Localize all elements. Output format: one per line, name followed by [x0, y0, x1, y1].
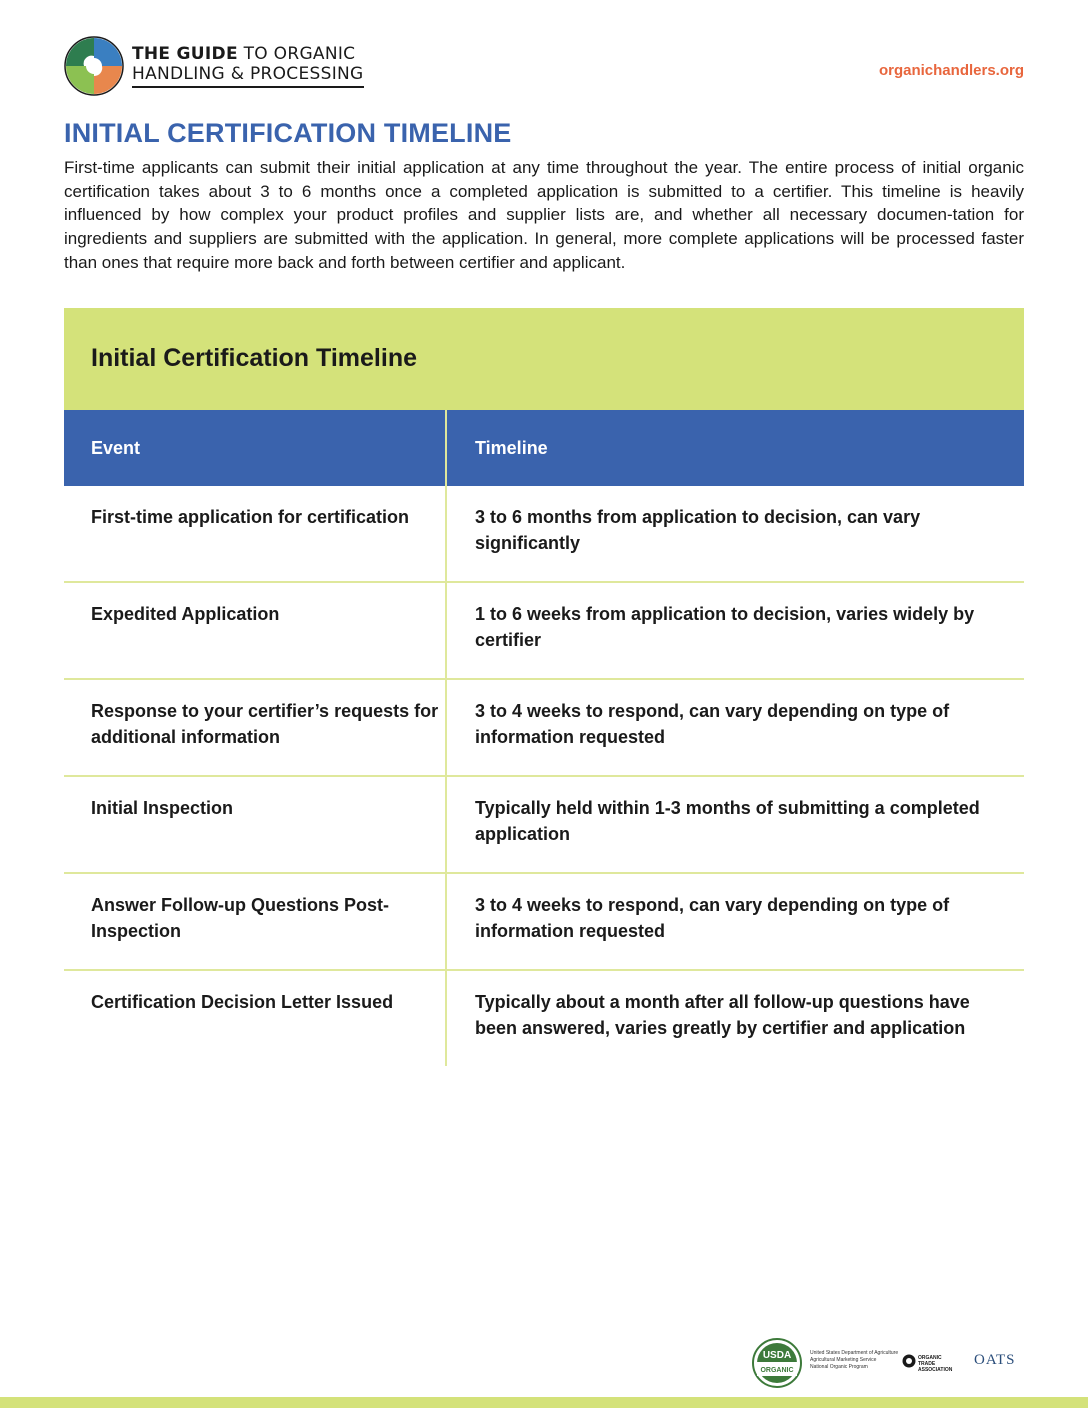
- table-title-band: [64, 308, 1024, 410]
- timeline-cell: 3 to 4 weeks to respond, can vary depending on type of information requested: [475, 895, 950, 941]
- table-header-row: [64, 410, 1024, 486]
- usda-seal-top-text: USDA: [762, 1350, 792, 1361]
- event-cell: First-time application for certification: [64, 486, 447, 581]
- puzzle-logo-icon: [64, 36, 124, 96]
- ota-wordmark: ORGANIC TRADE ASSOCIATION: [918, 1355, 953, 1373]
- footer-logos: [750, 1336, 1030, 1388]
- ota-globe-icon: [902, 1354, 916, 1368]
- usda-organic-seal-icon: [752, 1338, 802, 1388]
- header-event: Event: [64, 410, 447, 486]
- timeline-cell: 3 to 4 weeks to respond, can vary depending on type of information requested: [475, 701, 950, 747]
- event-cell: Expedited Application: [64, 583, 447, 678]
- page-title: INITIAL CERTIFICATION TIMELINE: [64, 118, 512, 148]
- table-row: [64, 486, 1024, 583]
- table-row: [64, 680, 1024, 777]
- timeline-cell: 1 to 6 weeks from application to decision, varies widely by certifier: [475, 604, 975, 650]
- timeline-cell: Typically held within 1-3 months of submitting a completed application: [475, 798, 980, 844]
- site-url-link[interactable]: organichandlers.org: [878, 62, 1024, 79]
- timeline-table: [64, 308, 1024, 1066]
- table-row: [64, 971, 1024, 1066]
- logo-title-bold: THE GUIDE: [132, 44, 238, 64]
- oats-logo: OATS: [974, 1352, 1016, 1368]
- event-cell: Answer Follow-up Questions Post-Inspection: [64, 874, 447, 969]
- table-title: Initial Certification Timeline: [91, 344, 417, 372]
- logo-title-rest: TO ORGANIC: [237, 44, 356, 64]
- intro-paragraph: First-time applicants can submit their initial application at any time throughout the year. The entire process of initial organic certification takes about 3 to 6 months once a completed application is submitted to a certifier. This timeline is heavily influenced by how complex your product profiles and supplier lists are, and whether all necessary documen-tation for ingredients and suppliers are submitted with the application. In general, more complete applications will be processed faster than ones that require more back and forth between certifier and applicant.: [64, 158, 1024, 272]
- logo-wordmark: [132, 44, 364, 88]
- usda-seal-bottom-text: ORGANIC: [760, 1367, 794, 1374]
- event-cell: Certification Decision Letter Issued: [64, 971, 447, 1066]
- table-row: [64, 777, 1024, 874]
- table-row: [64, 583, 1024, 680]
- timeline-cell: 3 to 6 months from application to decision, can vary significantly: [475, 507, 921, 553]
- event-cell: Initial Inspection: [64, 777, 447, 872]
- table-row: [64, 874, 1024, 971]
- event-cell: Response to your certifier’s requests for additional information: [64, 680, 447, 775]
- page-header: [64, 36, 1024, 96]
- bottom-color-band: [0, 1397, 1088, 1408]
- usda-caption: United States Department of Agriculture Agricultural Marketing Service National Organic Program: [810, 1350, 899, 1370]
- header-timeline: Timeline: [475, 437, 548, 458]
- timeline-cell: Typically about a month after all follow-up questions have been answered, varies greatly by certifier and application: [475, 992, 970, 1038]
- logo-subtitle: HANDLING & PROCESSING: [132, 64, 364, 84]
